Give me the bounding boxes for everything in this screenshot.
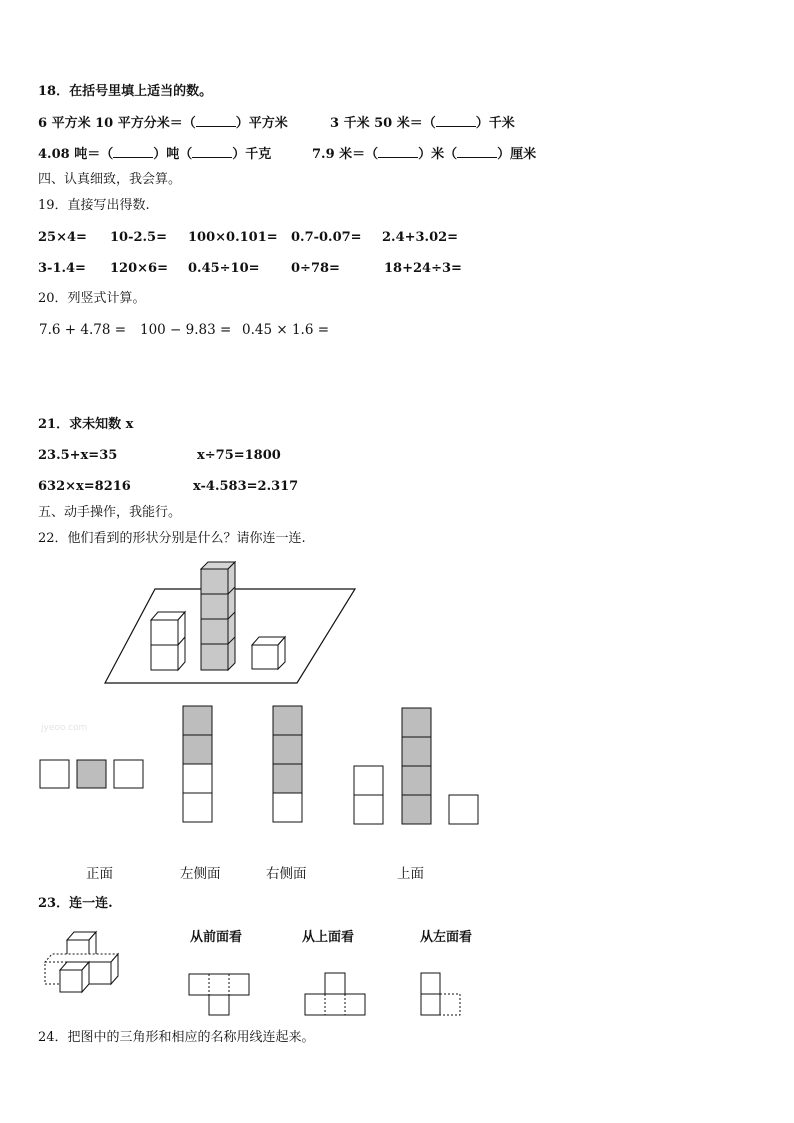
q23-front-view[interactable] [189, 974, 249, 1015]
vertical-calc-item: 7.6 + 4.78 = [39, 322, 127, 338]
q23-title: 23．连一连. [38, 896, 113, 911]
section-5-heading: 五、动手操作，我能行。 [38, 505, 182, 520]
calc-item: 0÷78= [291, 261, 340, 276]
calc-item: 2.4+3.02= [382, 230, 459, 245]
view-option-1[interactable] [40, 760, 143, 788]
equation-item: 23.5+x=35 [38, 448, 118, 463]
view-label-front: 正面 [86, 866, 113, 882]
view-label-from-left: 从左面看 [420, 930, 473, 945]
q18-item-4: 7.9 米＝（ ）米（ ）厘米 [312, 147, 537, 162]
section-4-heading: 四、认真细致，我会算。 [38, 172, 182, 187]
calc-item: 120×6= [110, 261, 168, 276]
q18-item-3: 4.08 吨＝（ ）吨（ ）千克 [38, 147, 272, 162]
q23-block-figure [45, 932, 118, 992]
q19-title: 19．直接写出得数. [38, 198, 150, 213]
q24-title: 24．把图中的三角形和相应的名称用线连起来。 [38, 1030, 315, 1045]
view-option-3[interactable] [273, 706, 302, 822]
equation-item: x-4.583=2.317 [193, 479, 299, 494]
view-label-from-top: 从上面看 [302, 930, 355, 945]
cube-face [252, 645, 278, 669]
view-label-left-side: 左侧面 [180, 866, 221, 882]
view-option-4[interactable] [354, 708, 478, 824]
calc-item: 18+24÷3= [384, 261, 462, 276]
cube-face [151, 645, 178, 670]
q18-item-1: 6 平方米 10 平方分米＝（ ）平方米 [38, 116, 288, 131]
q18-title: 18．在括号里填上适当的数。 [38, 84, 213, 99]
calc-item: 25×4= [38, 230, 87, 245]
calc-item: 3-1.4= [38, 261, 86, 276]
vertical-calc-item: 0.45 × 1.6 = [242, 322, 330, 338]
equation-item: 632×x=8216 [38, 479, 131, 494]
q18-item-2: 3 千米 50 米＝（ ）千米 [330, 116, 515, 131]
vertical-calc-item: 100 − 9.83 = [140, 322, 232, 338]
cube-face [201, 619, 228, 644]
q23-top-view[interactable] [305, 973, 365, 1015]
cube-face [201, 594, 228, 619]
watermark: jyeoo.com [41, 723, 88, 733]
calc-item: 100×0.101= [188, 230, 278, 245]
q20-title: 20．列竖式计算。 [38, 291, 146, 306]
cube-face [201, 644, 228, 670]
view-label-from-front: 从前面看 [190, 930, 243, 945]
q21-title: 21．求未知数 x [38, 417, 134, 432]
q22-title: 22．他们看到的形状分别是什么？请你连一连. [38, 531, 306, 546]
calc-item: 10-2.5= [110, 230, 167, 245]
view-label-top: 上面 [397, 866, 424, 882]
equation-item: x÷75=1800 [197, 448, 281, 463]
calc-item: 0.7-0.07= [291, 230, 362, 245]
cube-face [151, 620, 178, 645]
q23-left-view[interactable] [421, 973, 460, 1015]
calc-item: 0.45÷10= [188, 261, 260, 276]
cube-face [201, 569, 228, 594]
view-label-right-side: 右侧面 [266, 866, 307, 882]
view-option-2[interactable] [183, 706, 212, 822]
